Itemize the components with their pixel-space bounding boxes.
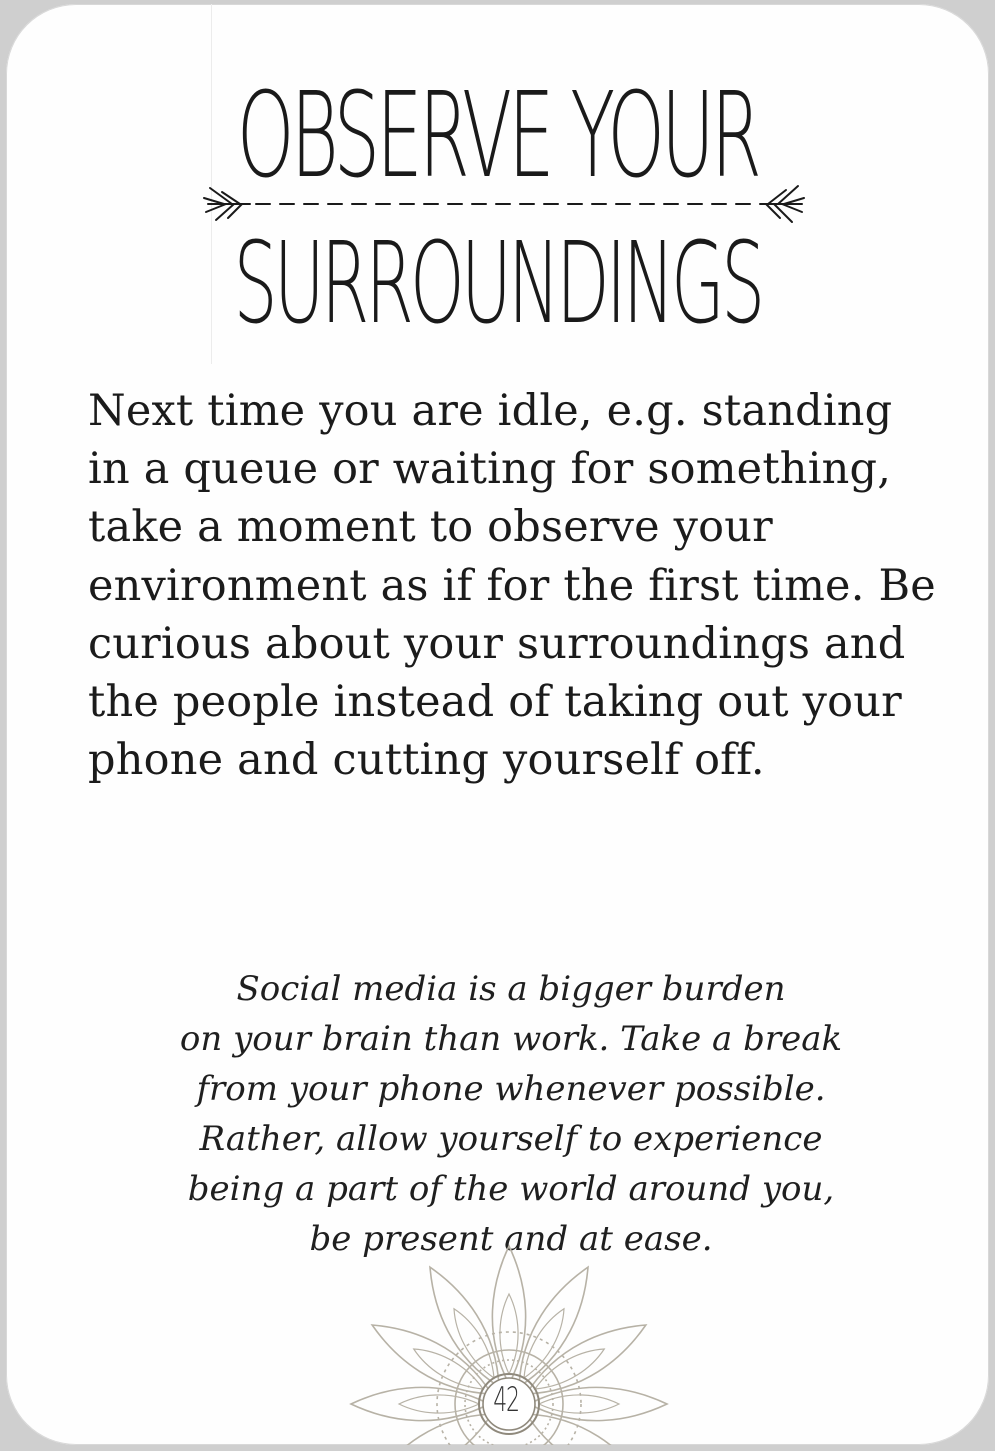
quote-block [76, 964, 946, 1264]
title-line-1: OBSERVE YOUR [236, 66, 759, 204]
quote-line: from your phone whenever possible. [196, 1069, 826, 1109]
quote-line: be present and at ease. [309, 1219, 713, 1259]
card [6, 4, 989, 1445]
page-number: 42 [493, 1380, 519, 1420]
title-line-2: SURROUNDINGS [233, 219, 762, 349]
quote-line: Rather, allow yourself to experience [199, 1119, 823, 1159]
card-title [6, 64, 989, 364]
quote-line: Social media is a bigger burden [236, 969, 786, 1009]
quote-line: being a part of the world around you, [187, 1169, 835, 1209]
quote-line: on your brain than work. Take a break [179, 1019, 843, 1059]
body-paragraph: Next time you are idle, e.g. standing in a queue or waiting for something, take a moment to observe your environment as if for the first time. Be curious about your surroundings and the people instead of taking out your phone and cutting yourself off. [88, 386, 936, 786]
